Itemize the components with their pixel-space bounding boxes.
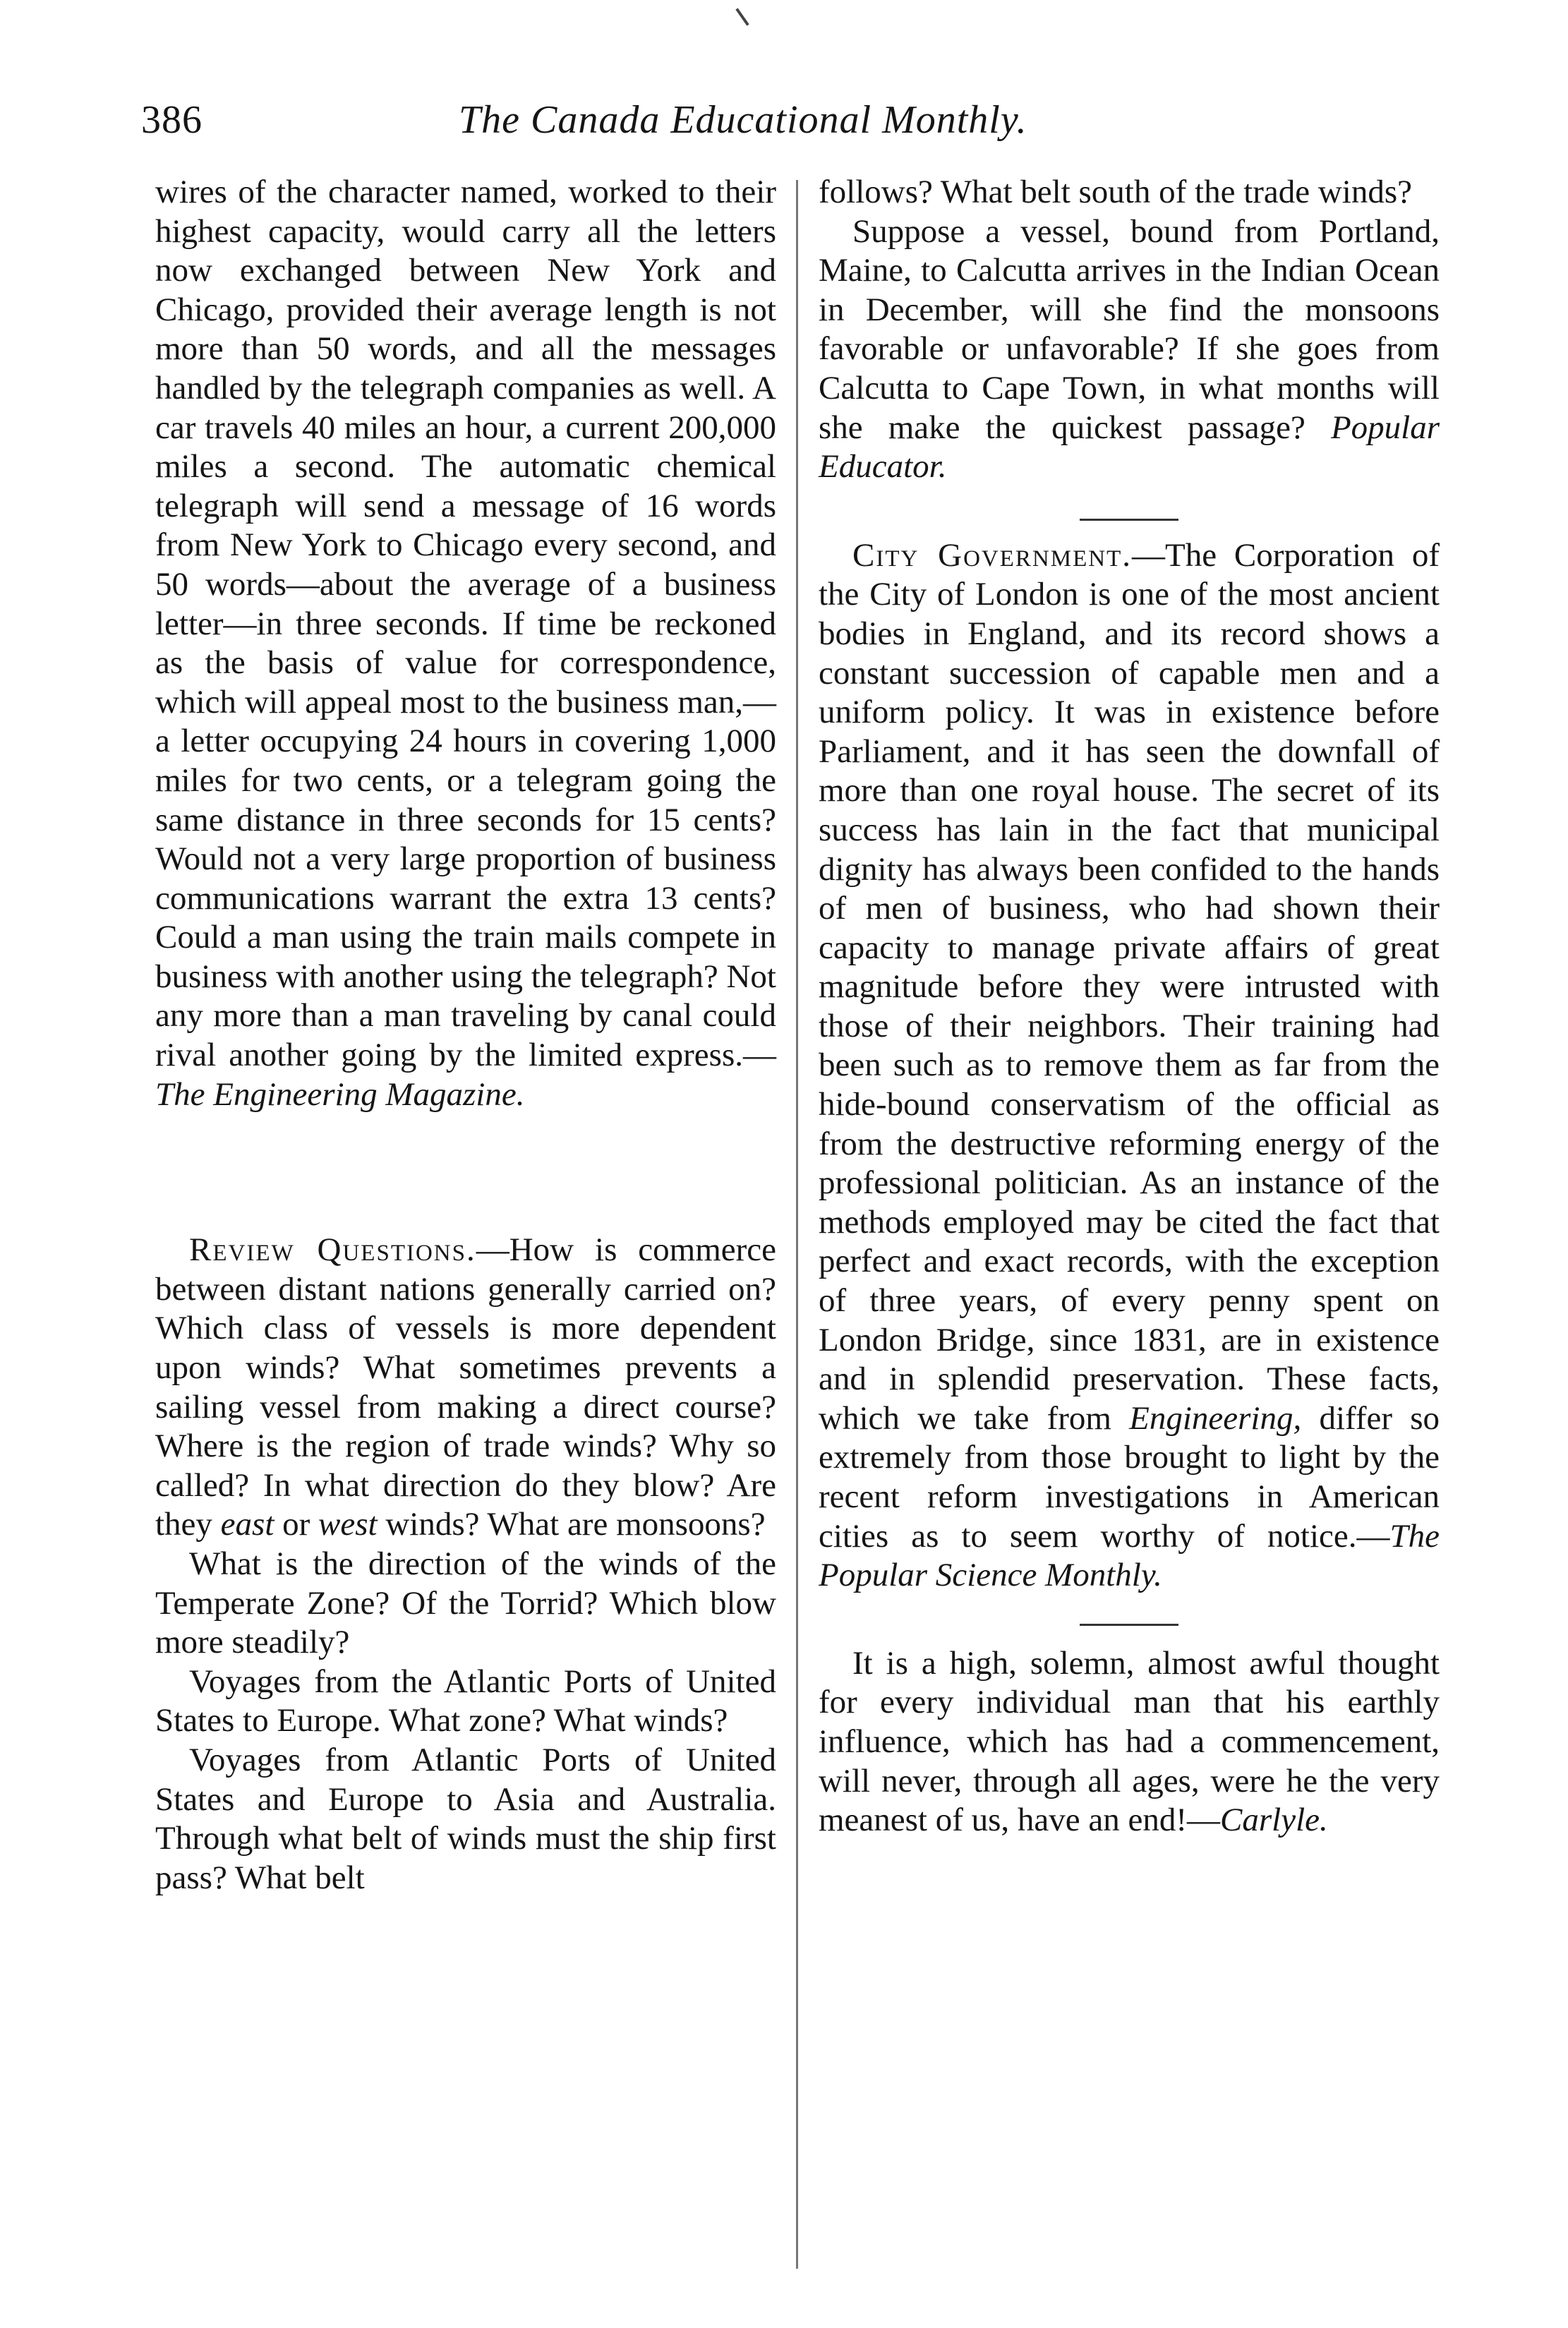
review-questions-text-a: —How is commerce between distant nations generally carried on? Which class of vessels is more dependent upon winds? What sometimes prevents a sailing vessel from making a direct course? Where is the region of trade winds? Why so called? In what direction do they blow? Are they [155, 1231, 776, 1543]
popular-science-source: The Popular Science Monthly. [819, 1517, 1440, 1594]
monsoon-paragraph [819, 212, 1440, 487]
review-questions-paragraph [155, 1231, 776, 1545]
carlyle-quote-text: It is a high, solemn, almost awful thought for every individual man that his earthly influence, which has had a commencement, will never, through all ages, were he the very meanest of us, have an end!— [819, 1644, 1440, 1839]
west-word: west [318, 1506, 378, 1543]
review-questions-heading: Review Questions. [189, 1231, 476, 1269]
or-word: or [274, 1506, 319, 1543]
review-questions-text-b: winds? What are monsoons? [377, 1506, 766, 1543]
section-spacer [155, 1114, 776, 1231]
stray-mark [735, 8, 749, 25]
city-government-paragraph [819, 536, 1440, 1596]
page-number: 386 [141, 98, 203, 142]
telegraph-source: The Engineering Magazine. [155, 1075, 525, 1113]
carlyle-quote-paragraph [819, 1644, 1440, 1840]
column-divider [796, 180, 798, 2269]
asia-voyage-continued: follows? What belt south of the trade winds? [819, 174, 1413, 210]
page-header [141, 92, 1433, 148]
popular-educator-source: Popular Educator. [819, 409, 1440, 485]
monsoon-text: Suppose a vessel, bound from Portland, Maine, to Calcutta arrives in the Indian Ocean in December, will she find the monsoons favorable or unfavorable? If she goes from Calcutta to Cape Town, in what months will she make the quickest passage? [819, 212, 1440, 446]
east-word: east [220, 1506, 275, 1543]
city-government-text-a: —The Corporation of the City of London is one of the most ancient bodies in England, and its record shows a constant succession of capable men and a uniform policy. It was in existence before Parliament, and it has seen the downfall of more than one royal house. The secret of its success has lain in the fact that municipal dignity has always been confided to the hands of men of business, who had shown their capacity to manage private affairs of great magnitude before they were intrusted with those of their neighbors. Their training had been such as to remove them as far from the hide-bound conservatism of the official as from the destructive reforming energy of the professional politician. As an instance of the methods employed may be cited the fact that perfect and exact records, with the exception of three years, of every penny spent on London Bridge, since 1831, are in existence and in splendid preservation. These facts, which we take from [819, 536, 1440, 1437]
running-title: The Canada Educational Monthly. [459, 98, 1027, 142]
atlantic-voyage-paragraph: Voyages from the Atlantic Ports of United States to Europe. What zone? What winds? [155, 1663, 776, 1739]
city-government-heading: City Government. [852, 536, 1132, 574]
engineering-title: Engineering, [1129, 1399, 1302, 1437]
asia-voyage-paragraph: Voyages from Atlantic Ports of United States and Europe to Asia and Australia. Through what belt of winds must the ship first pass? What belt [155, 1741, 776, 1896]
temperate-zone-paragraph: What is the direction of the winds of the Temperate Zone? Of the Torrid? Which blow more steadily? [155, 1545, 776, 1661]
telegraph-paragraph [155, 173, 776, 1114]
carlyle-source: Carlyle. [1220, 1802, 1328, 1839]
right-column [819, 173, 1440, 1840]
city-government-text-b: differ so extremely from those brought to light by the recent reform investigations in American cities as to seem worthy of notice.— [819, 1399, 1440, 1555]
left-column [155, 173, 776, 1898]
telegraph-text: wires of the character named, worked to their highest capacity, would carry all the letters now exchanged between New York and Chicago, provided their average length is not more than 50 words, and all the messages handled by the telegraph companies as well. A car travels 40 miles an hour, a current 200,000 miles a second. The automatic chemical telegraph will send a message of 16 words from New York to Chicago every second, and 50 words—about the average of a business letter—in three seconds. If time be reckoned as the basis of value for correspondence, which will appeal most to the business man,—a letter occupying 24 hours in covering 1,000 miles for two cents, or a telegram going the same distance in three seconds for 15 cents? Would not a very large proportion of business communications warrant the extra 13 cents? Could a man using the train mails compete in business with another using the telegraph? Not any more than a man traveling by canal could rival another going by the limited express.— [155, 174, 776, 1074]
